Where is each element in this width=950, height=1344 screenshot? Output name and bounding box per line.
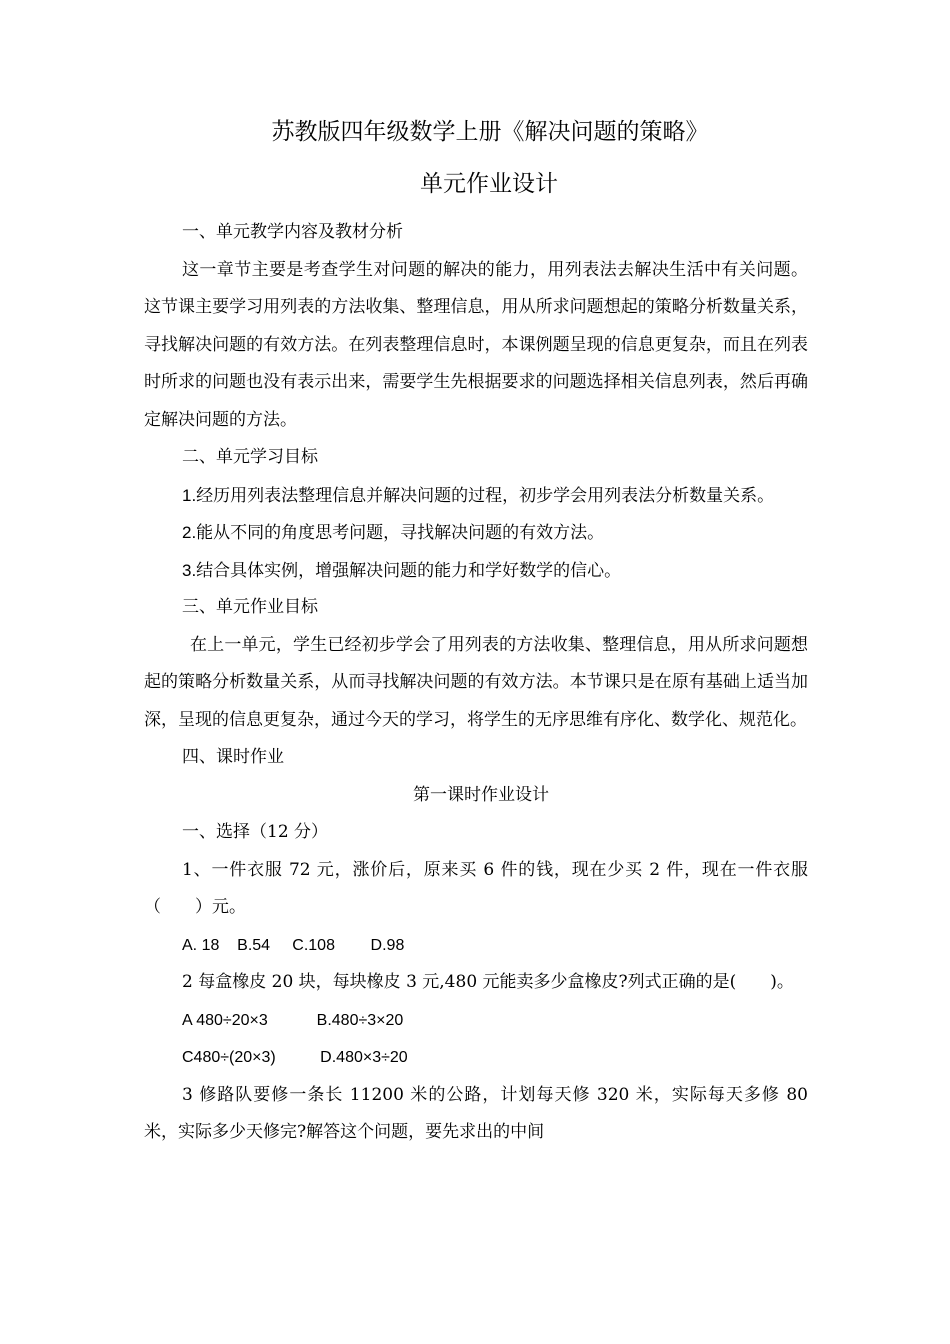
- question-3: 3 修路队要修一条长 11200 米的公路，计划每天修 320 米，实际每天多修 80 米，实际多少天修完?解答这个问题，要先求出的中间: [144, 1084, 808, 1142]
- goal-item-3: 3.结合具体实例，增强解决问题的能力和学好数学的信心。: [182, 560, 622, 580]
- goal-item-1: 1.经历用列表法整理信息并解决问题的过程，初步学会用列表法分析数量关系。: [182, 485, 775, 505]
- question-2: 2 每盒橡皮 20 块，每块橡皮 3 元,480 元能卖多少盒橡皮?列式正确的是( )。: [182, 972, 794, 992]
- part1-heading: 一、选择（12 分）: [182, 822, 329, 842]
- question-2-options-row1: A 480÷20×3 B.480÷3×20: [182, 1011, 404, 1029]
- question-1-options: A. 18 B.54 C.108 D.98: [182, 936, 405, 954]
- section4-heading: 四、课时作业: [182, 747, 284, 767]
- goal-item-2: 2.能从不同的角度思考问题，寻找解决问题的有效方法。: [182, 523, 605, 542]
- section3-paragraph: 在上一单元，学生已经初步学会了用列表的方法收集、整理信息，用从所求问题想起的策略分析数量关系，从而寻找解决问题的有效方法。本节课只是在原有基础上适当加深，呈现的信息更复杂，通过今天的学习，将学生的无序思维有序化、数学化、规范化。: [144, 634, 808, 730]
- lesson1-title: 第一课时作业设计: [413, 784, 549, 805]
- document-title: 苏教版四年级数学上册《解决问题的策略》: [271, 119, 709, 145]
- question-1: 1、一件衣服 72 元，涨价后，原来买 6 件的钱，现在少买 2 件，现在一件衣服（ ）元。: [144, 859, 808, 917]
- question-2-options-row2: C480÷(20×3) D.480×3÷20: [182, 1049, 408, 1066]
- section1-paragraph: 这一章节主要是考查学生对问题的解决的能力，用列表法去解决生活中有关问题。这节课主要学习用列表的方法收集、整理信息，用从所求问题想起的策略分析数量关系，寻找解决问题的有效方法。在列表整理信息时，本课例题呈现的信息更复杂，而且在列表时所求的问题也没有表示出来，需要学生先根据要求的问题选择相关信息列表，然后再确定解决问题的方法。: [144, 259, 808, 430]
- section1-heading: 一、单元教学内容及教材分析: [182, 222, 403, 242]
- document-body: [144, 214, 808, 1152]
- section2-heading: 二、单元学习目标: [182, 447, 318, 467]
- document-subtitle: 单元作业设计: [420, 171, 558, 197]
- section3-heading: 三、单元作业目标: [182, 597, 318, 617]
